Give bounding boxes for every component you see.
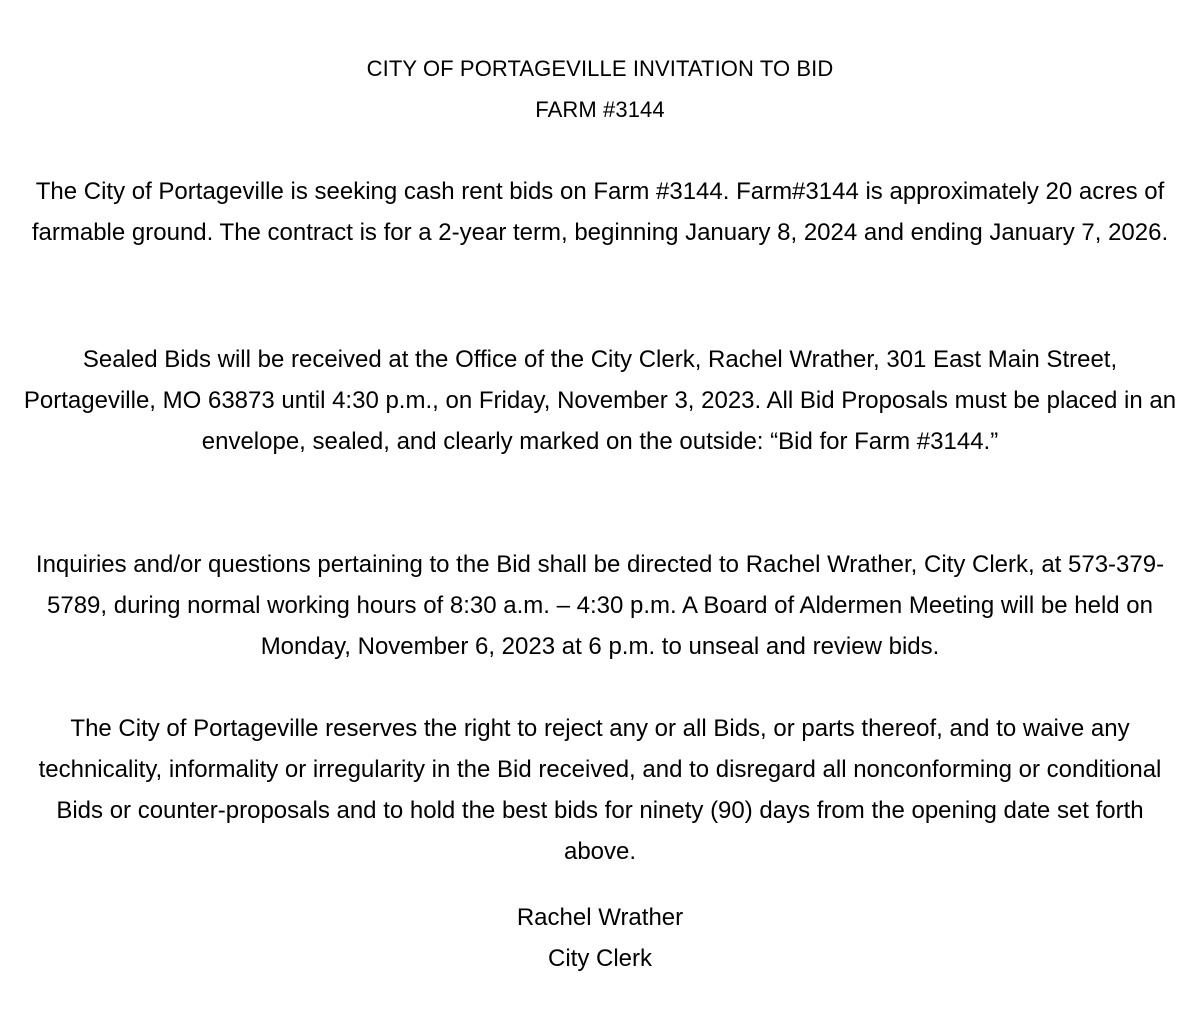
document-title: CITY OF PORTAGEVILLE INVITATION TO BID [366,56,834,81]
signature-title: City Clerk [547,945,652,972]
paragraph-inquiries: Inquiries and/or questions pertaining to the Bid shall be directed to Rachel Wrather, City Clerk, at 573-379-5789, during normal working hours of 8:30 a.m. – 4:30 p.m. A Board of Aldermen Meeting will be held on Monday, November 6, 2023 at 6 p.m. to unseal and review bids. [35,551,1165,660]
document-title-block [0,48,1200,130]
paragraph-reservation-of-rights: The City of Portageville reserves the right to reject any or all Bids, or parts thereof, and to waive any technicality, informality or irregularity in the Bid received, and to disregard all nonconforming or conditional Bids or counter-proposals and to hold the best bids for ninety (90) days from the opening date set forth above. [38,715,1162,865]
paragraph-bid-summary: The City of Portageville is seeking cash rent bids on Farm #3144. Farm#3144 is approximately 20 acres of farmable ground. The contract is for a 2-year term, beginning January 8, 2024 and ending January 7, 2026. [31,178,1169,246]
signature-name: Rachel Wrather [516,904,684,931]
paragraph-sealed-bids: Sealed Bids will be received at the Office of the City Clerk, Rachel Wrather, 301 East Main Street, Portageville, MO 63873 until 4:30 p.m., on Friday, November 3, 2023. All Bid Proposals must be placed in an envelope, sealed, and clearly marked on the outside: “Bid for Farm #3144.” [23,346,1177,455]
signature-block [0,897,1200,979]
document-subtitle: FARM #3144 [535,97,665,122]
